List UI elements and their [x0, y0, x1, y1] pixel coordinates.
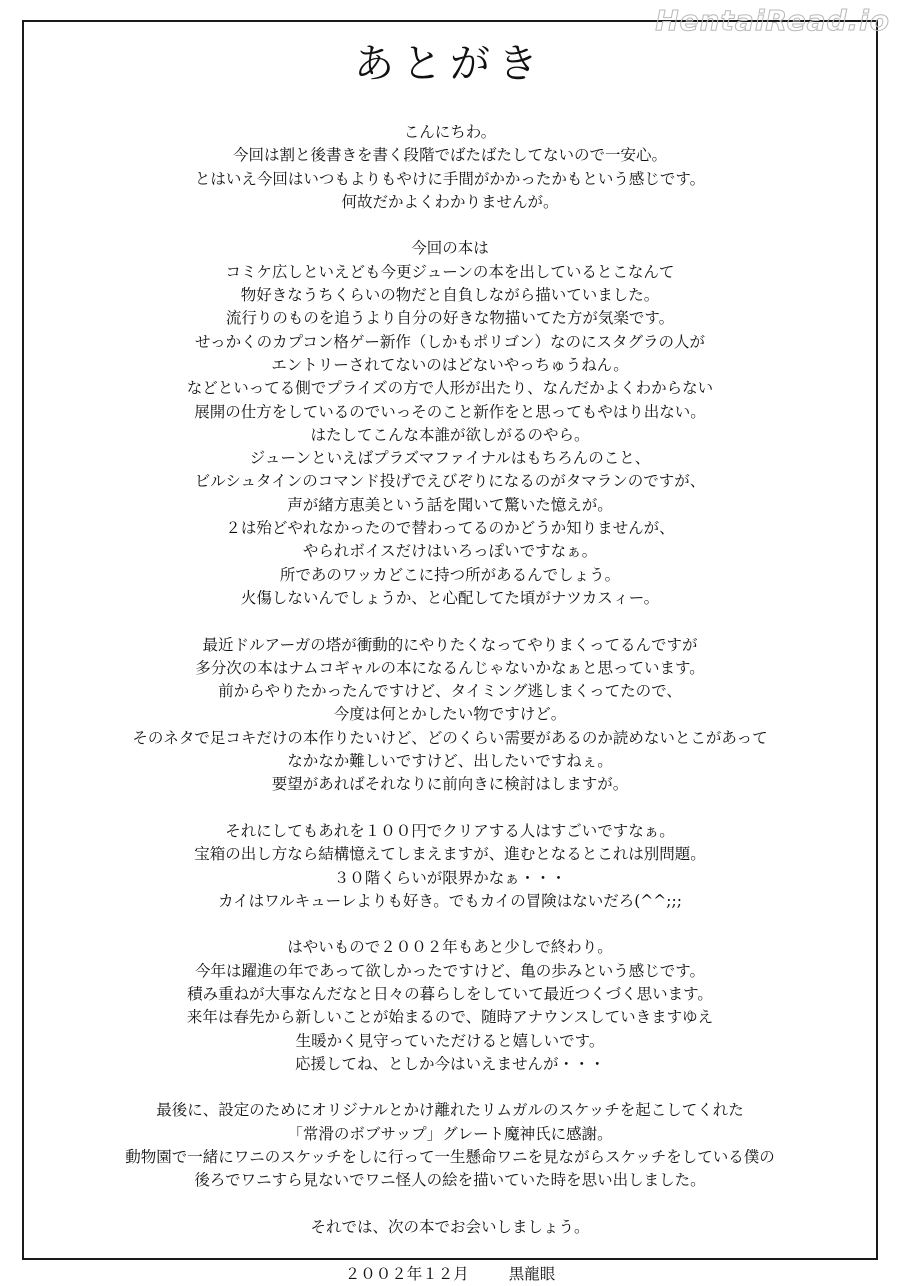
- text-line: 流行りのものを追うより自分の好きな物描いてた方が気楽です。: [225, 309, 675, 328]
- text-line: 最近ドルアーガの塔が衝動的にやりたくなってやりまくってるんですが: [202, 635, 698, 654]
- text-line: ３０階くらいが限界かなぁ・・・: [333, 868, 567, 887]
- signature-author: 黒龍眼: [508, 1264, 556, 1283]
- text-line: 生暖かく見守っていただけると嬉しいです。: [295, 1031, 605, 1050]
- text-line: 後ろでワニすら見ないでワニ怪人の絵を描いていた時を思い出しました。: [194, 1171, 706, 1190]
- text-line: 積み重ねが大事なんだなと日々の暮らしをしていて最近つくづく思います。: [187, 984, 713, 1003]
- text-line: 声が緒方恵美という話を聞いて驚いた憶えが。: [287, 495, 613, 514]
- text-line: 応援してね、としか今はいえませんが・・・: [294, 1054, 605, 1073]
- text-line: 「常滑のボブサップ」グレート魔神氏に感謝。: [287, 1124, 613, 1143]
- paragraph: [40, 820, 860, 913]
- text-line: 前からやりたかったんですけど、タイミング逃しまくってたので、: [218, 682, 682, 701]
- signature-line: [40, 1263, 860, 1286]
- text-line: 今年は躍進の年であって欲しかったですけど、亀の歩みという感じです。: [194, 961, 706, 980]
- text-line: それでは、次の本でお会いしましょう。: [310, 1217, 590, 1236]
- paragraph-list: [40, 121, 860, 1239]
- text-line: せっかくのカプコン格ゲー新作（しかもポリゴン）なのにスタグラの人が: [194, 332, 706, 351]
- paragraph: [40, 1099, 860, 1192]
- text-line: 所であのワッカどこに持つ所があるんでしょう。: [279, 565, 621, 584]
- text-line: ビルシュタインのコマンド投げでえびぞりになるのがタマランのですが、: [194, 472, 706, 491]
- text-line: 火傷しないんでしょうか、と心配してた頃がナツカスィー。: [240, 588, 660, 607]
- text-line: ２は殆どやれなかったので替わってるのかどうか知りませんが、: [225, 519, 675, 538]
- text-line: やられボイスだけはいろっぽいですなぁ。: [302, 542, 598, 561]
- paragraph: [40, 634, 860, 797]
- text-line: 物好きなうちくらいの物だと自負しながら描いていました。: [240, 286, 660, 305]
- text-line: 要望があればそれなりに前向きに検討はしますが。: [271, 775, 629, 794]
- text-line: はたしてこんな本誰が欲しがるのやら。: [310, 425, 590, 444]
- text-line: 今度は何とかしたい物ですけど。: [333, 705, 567, 724]
- text-line: などといってる側でプライズの方で人形が出たり、なんだかよくわからない: [186, 379, 714, 398]
- text-line: エントリーされてないのはどないやっちゅうねん。: [271, 355, 629, 374]
- text-line: そのネタで足コキだけの本作りたいけど、どのくらい需要があるのか読めないとこがあって: [132, 728, 768, 747]
- text-line: とはいえ今回はいつもよりもやけに手間がかかったかもという感じです。: [194, 169, 706, 188]
- signature-date: ２００２年１２月: [344, 1264, 469, 1283]
- page-title: あとがき: [354, 41, 546, 87]
- paragraph: [40, 237, 860, 610]
- text-line: それにしてもあれを１００円でクリアする人はすごいですなぁ。: [225, 821, 675, 840]
- text-line: 展開の仕方をしているのでいっそのこと新作をと思ってもやはり出ない。: [194, 402, 706, 421]
- text-line: コミケ広しといえども今更ジューンの本を出しているとこなんて: [225, 262, 675, 281]
- paragraph: [40, 936, 860, 1076]
- text-line: 動物園で一緒にワニのスケッチをしに行って一生懸命ワニを見ながらスケッチをしている僕の: [125, 1148, 775, 1167]
- text-line: はやいもので２００２年もあと少しで終わり。: [287, 938, 613, 957]
- text-line: ジューンといえばプラズマファイナルはもちろんのこと、: [249, 449, 651, 468]
- text-line: 宝箱の出し方なら結構憶えてしまえますが、進むとなるとこれは別問題。: [194, 845, 706, 864]
- text-line: こんにちわ。: [403, 123, 497, 141]
- afterword-body: [40, 121, 860, 1286]
- text-line: 多分次の本はナムコギャルの本になるんじゃないかなぁと思っています。: [195, 658, 705, 677]
- watermark-logo: HentaiRead.io: [655, 4, 890, 37]
- text-line: 来年は春先から新しいことが始まるので、随時アナウンスしていきますゆえ: [186, 1008, 714, 1027]
- text-line: 何故だかよくわかりませんが。: [341, 192, 559, 211]
- text-line: 今回の本は: [411, 239, 489, 258]
- text-line: 今回は割と後書きを書く段階でばたばたしてないので一安心。: [232, 146, 667, 165]
- text-line: カイはワルキューレよりも好き。でもカイの冒険はないだろ(^^;;;: [218, 891, 682, 910]
- text-line: なかなか難しいですけど、出したいですねぇ。: [287, 752, 613, 771]
- paragraph: [40, 121, 860, 214]
- text-line: 最後に、設定のためにオリジナルとかけ離れたリムガルのスケッチを起こしてくれた: [156, 1101, 744, 1120]
- paragraph: [40, 1216, 860, 1239]
